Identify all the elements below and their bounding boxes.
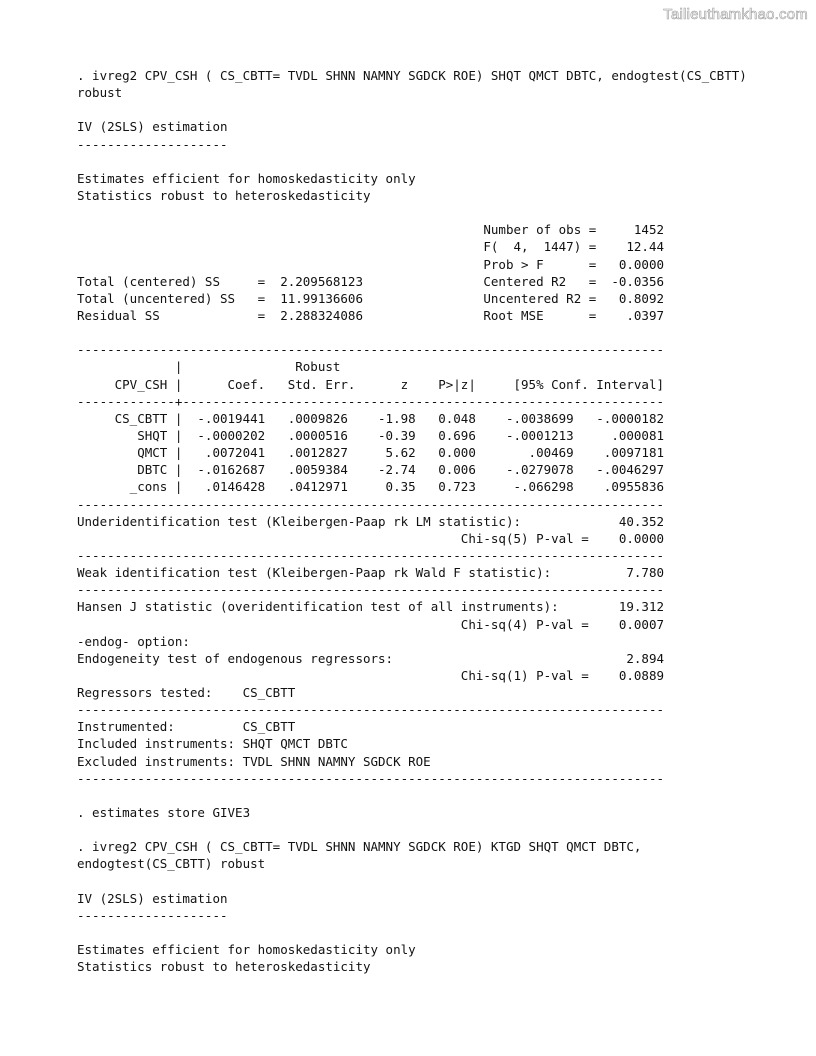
output-line: [77, 924, 747, 941]
output-line: F( 4, 1447) = 12.44: [77, 239, 664, 255]
output-line: Number of obs = 1452: [77, 222, 664, 238]
output-line: Statistics robust to heteroskedasticity: [77, 959, 371, 975]
output-line: Endogeneity test of endogenous regressors: 2.894: [77, 650, 664, 666]
output-line: . estimates store GIVE3: [77, 805, 251, 821]
output-line: ------------------------------------------------------------------------------: [77, 547, 664, 563]
output-line: [77, 153, 747, 170]
output-line: [77, 204, 747, 221]
output-line: Total (centered) SS = 2.209568123 Centered R2 = -0.0356: [77, 273, 664, 289]
output-line: IV (2SLS) estimation: [77, 119, 228, 135]
output-line: -------------+----------------------------------------------------------------: [77, 393, 664, 409]
output-line: ------------------------------------------------------------------------------: [77, 770, 664, 786]
output-line: Hansen J statistic (overidentification test of all instruments): 19.312: [77, 599, 664, 615]
output-line: ------------------------------------------------------------------------------: [77, 702, 664, 718]
output-line: -endog- option:: [77, 633, 190, 649]
output-line: ------------------------------------------------------------------------------: [77, 496, 664, 512]
output-line: Prob > F = 0.0000: [77, 256, 664, 272]
output-line: Estimates efficient for homoskedasticity only: [77, 170, 416, 186]
output-line: DBTC | -.0162687 .0059384 -2.74 0.006 -.0279078 -.0046297: [77, 462, 664, 478]
output-line: Chi-sq(5) P-val = 0.0000: [77, 530, 664, 546]
watermark: Tailieuthamkhao.com: [663, 6, 808, 23]
output-line: Chi-sq(1) P-val = 0.0889: [77, 667, 664, 683]
output-line: [77, 787, 747, 804]
output-line: Instrumented: CS_CBTT: [77, 719, 296, 735]
output-line: [77, 821, 747, 838]
output-line: Residual SS = 2.288324086 Root MSE = .0397: [77, 307, 664, 323]
output-line: Statistics robust to heteroskedasticity: [77, 187, 371, 203]
output-line: Included instruments: SHQT QMCT DBTC: [77, 736, 348, 752]
output-line: Excluded instruments: TVDL SHNN NAMNY SGDCK ROE: [77, 753, 431, 769]
output-line: Underidentification test (Kleibergen-Paap rk LM statistic): 40.352: [77, 513, 664, 529]
output-line: ------------------------------------------------------------------------------: [77, 582, 664, 598]
output-line: Regressors tested: CS_CBTT: [77, 685, 296, 701]
output-line: robust: [77, 85, 123, 101]
output-line: QMCT | .0072041 .0012827 5.62 0.000 .00469 .0097181: [77, 445, 664, 461]
output-line: . ivreg2 CPV_CSH ( CS_CBTT= TVDL SHNN NAMNY SGDCK ROE) KTGD SHQT QMCT DBTC,: [77, 839, 642, 855]
output-line: Total (uncentered) SS = 11.99136606 Uncentered R2 = 0.8092: [77, 290, 664, 306]
output-line: endogtest(CS_CBTT) robust: [77, 856, 266, 872]
output-line: . ivreg2 CPV_CSH ( CS_CBTT= TVDL SHNN NAMNY SGDCK ROE) SHQT QMCT DBTC, endogtest(CS_CBTT): [77, 68, 747, 83]
output-line: [77, 873, 747, 890]
output-line: _cons | .0146428 .0412971 0.35 0.723 -.066298 .0955836: [77, 479, 664, 495]
stata-output: [77, 67, 747, 975]
output-line: Weak identification test (Kleibergen-Paap rk Wald F statistic): 7.780: [77, 565, 664, 581]
output-line: [77, 101, 747, 118]
output-line: SHQT | -.0000202 .0000516 -0.39 0.696 -.0001213 .000081: [77, 427, 664, 443]
output-line: Chi-sq(4) P-val = 0.0007: [77, 616, 664, 632]
output-line: ------------------------------------------------------------------------------: [77, 342, 664, 358]
output-line: | Robust: [77, 359, 341, 375]
output-line: CPV_CSH | Coef. Std. Err. z P>|z| [95% Conf. Interval]: [77, 376, 664, 392]
output-line: --------------------: [77, 136, 228, 152]
output-line: [77, 324, 747, 341]
output-line: --------------------: [77, 907, 228, 923]
output-line: CS_CBTT | -.0019441 .0009826 -1.98 0.048 -.0038699 -.0000182: [77, 410, 664, 426]
output-line: IV (2SLS) estimation: [77, 890, 228, 906]
output-line: Estimates efficient for homoskedasticity only: [77, 942, 416, 958]
